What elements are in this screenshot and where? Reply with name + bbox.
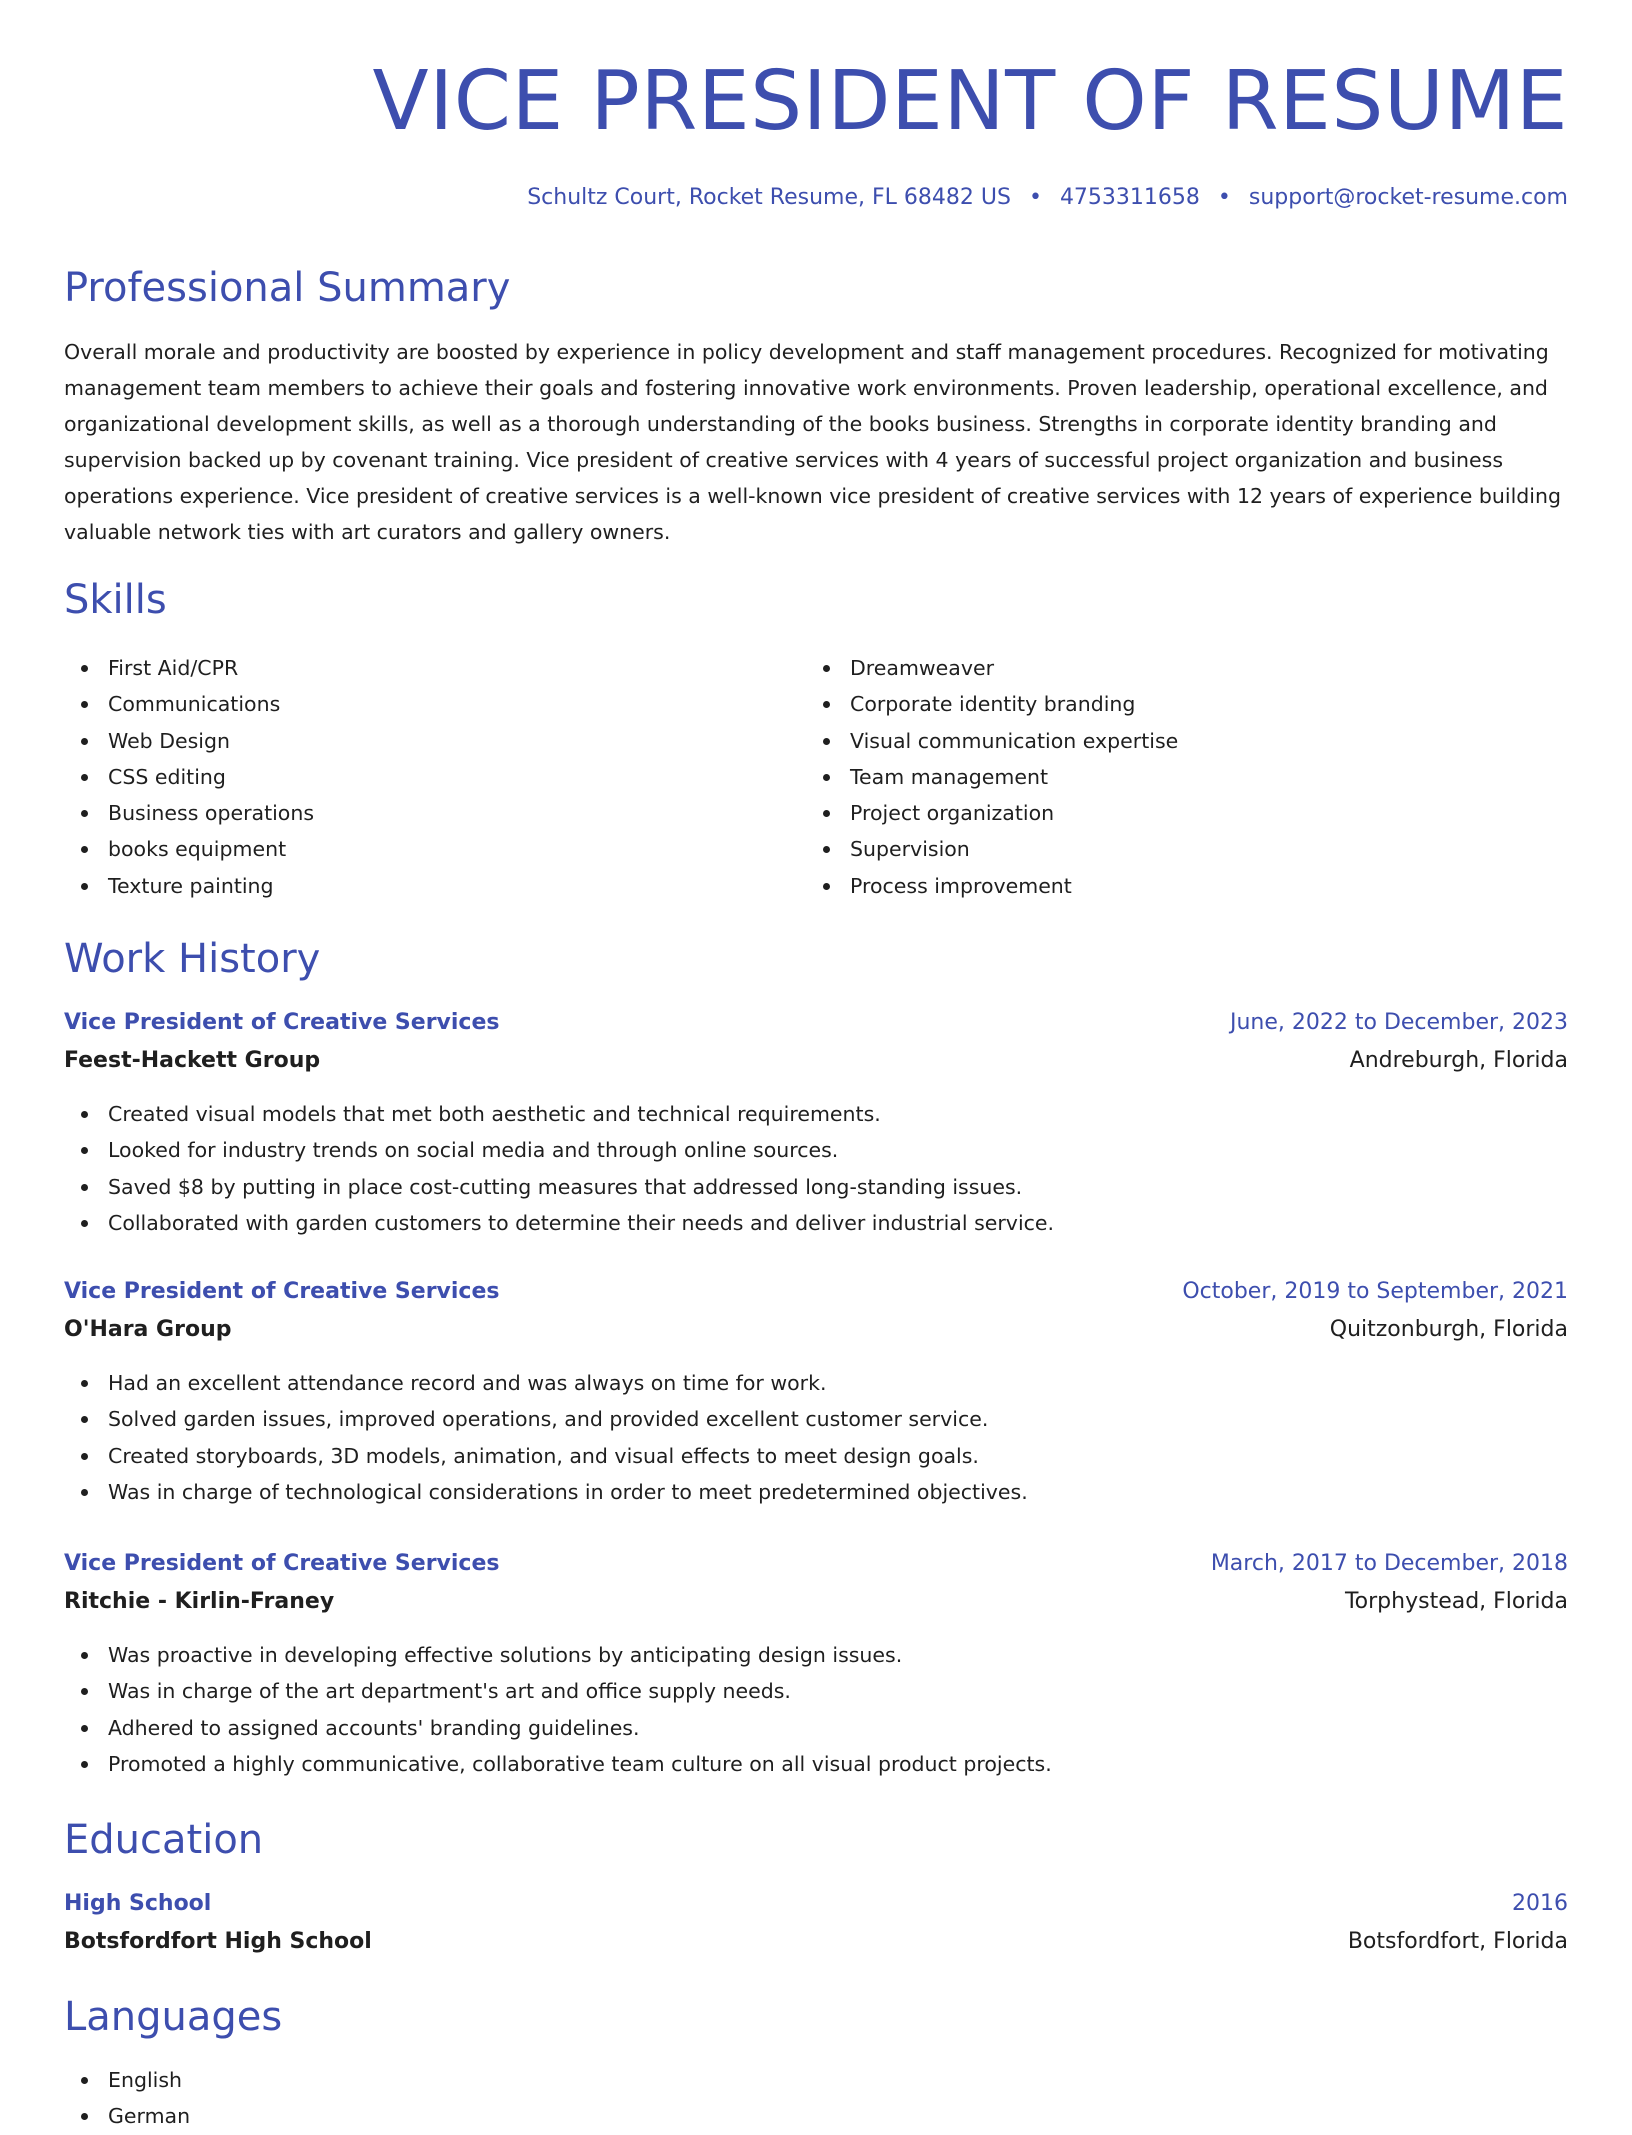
job-title: Vice President of Creative Services xyxy=(64,1279,500,1304)
contact-phone[interactable]: 4753311658 xyxy=(1059,185,1200,210)
job-dates: March, 2017 to December, 2018 xyxy=(1210,1551,1568,1576)
job-bullet: Was in charge of technological considerations in order to meet predetermined objectives. xyxy=(64,1474,1568,1510)
job-bullet: Adhered to assigned accounts' branding guidelines. xyxy=(64,1710,1568,1746)
job-title: Vice President of Creative Services xyxy=(64,1010,500,1035)
job-dates: October, 2019 to September, 2021 xyxy=(1182,1279,1568,1304)
skill-item: books equipment xyxy=(64,831,314,867)
job-entry xyxy=(64,1004,1568,1241)
job-bullet: Saved $8 by putting in place cost-cutting measures that addressed long-standing issues. xyxy=(64,1169,1568,1205)
skills-heading: Skills xyxy=(64,577,167,623)
skill-item: Process improvement xyxy=(806,868,1178,904)
contact-line xyxy=(527,180,1568,216)
job-bullet: Looked for industry trends on social media and through online sources. xyxy=(64,1132,1568,1168)
work-history-heading: Work History xyxy=(64,936,321,982)
job-title: Vice President of Creative Services xyxy=(64,1551,500,1576)
skill-item: Project organization xyxy=(806,795,1178,831)
skill-item: Texture painting xyxy=(64,868,314,904)
job-company: Ritchie - Kirlin-Franey xyxy=(64,1589,335,1614)
job-location: Andreburgh, Florida xyxy=(1349,1048,1568,1073)
job-entry xyxy=(64,1273,1568,1510)
job-bullets xyxy=(64,1365,1568,1510)
job-bullet: Solved garden issues, improved operations, and provided excellent customer service. xyxy=(64,1401,1568,1437)
job-bullet: Was in charge of the art department's art and office supply needs. xyxy=(64,1673,1568,1709)
education-school: Botsfordfort High School xyxy=(64,1929,372,1954)
languages-list xyxy=(64,2062,190,2135)
job-entry xyxy=(64,1545,1568,1782)
job-location: Torphystead, Florida xyxy=(1344,1589,1568,1614)
job-bullets xyxy=(64,1637,1568,1782)
job-dates: June, 2022 to December, 2023 xyxy=(1229,1010,1568,1035)
skills-list-left xyxy=(64,650,314,904)
language-item: German xyxy=(64,2098,190,2134)
summary-heading: Professional Summary xyxy=(64,265,511,311)
education-location: Botsfordfort, Florida xyxy=(1347,1929,1568,1954)
job-company: Feest-Hackett Group xyxy=(64,1048,321,1073)
contact-address: Schultz Court, Rocket Resume, FL 68482 US xyxy=(527,185,1011,210)
skill-item: CSS editing xyxy=(64,759,314,795)
skill-item: Web Design xyxy=(64,723,314,759)
skill-item: Business operations xyxy=(64,795,314,831)
job-bullet: Created storyboards, 3D models, animation, and visual effects to meet design goals. xyxy=(64,1438,1568,1474)
skill-item: Communications xyxy=(64,686,314,722)
resume-title: VICE PRESIDENT OF RESUME xyxy=(372,54,1568,149)
summary-text: Overall morale and productivity are boosted by experience in policy development and staff management procedures. Recognized for motivating management team members to achieve their goals and fostering innovative work environments. Proven leadership, operational excellence, and organizational development skills, as well as a thorough understanding of the books business. Strengths in corporate identity branding and supervision backed up by covenant training. Vice president of creative services with 4 years of successful project organization and business operations experience. Vice president of creative services is a well-known vice president of creative services with 12 years of experience building valuable network ties with art curators and gallery owners. xyxy=(64,340,1562,544)
education-year: 2016 xyxy=(1512,1891,1568,1916)
job-bullets xyxy=(64,1096,1568,1241)
contact-email[interactable]: support@rocket-resume.com xyxy=(1248,185,1568,210)
job-bullet: Had an excellent attendance record and was always on time for work. xyxy=(64,1365,1568,1401)
education-degree: High School xyxy=(64,1891,212,1916)
job-bullet: Collaborated with garden customers to determine their needs and deliver industrial service. xyxy=(64,1205,1568,1241)
skill-item: Supervision xyxy=(806,831,1178,867)
job-bullet: Promoted a highly communicative, collaborative team culture on all visual product projects. xyxy=(64,1746,1568,1782)
job-location: Quitzonburgh, Florida xyxy=(1329,1317,1568,1342)
skill-item: Team management xyxy=(806,759,1178,795)
job-company: O'Hara Group xyxy=(64,1317,232,1342)
skill-item: Corporate identity branding xyxy=(806,686,1178,722)
contact-separator: • xyxy=(1217,185,1231,210)
skills-list-right xyxy=(806,650,1178,904)
language-item: English xyxy=(64,2062,190,2098)
job-bullet: Created visual models that met both aesthetic and technical requirements. xyxy=(64,1096,1568,1132)
education-heading: Education xyxy=(64,1817,264,1863)
skill-item: First Aid/CPR xyxy=(64,650,314,686)
job-bullet: Was proactive in developing effective solutions by anticipating design issues. xyxy=(64,1637,1568,1673)
education-entry xyxy=(64,1885,1568,1961)
languages-heading: Languages xyxy=(64,1994,283,2040)
contact-separator: • xyxy=(1028,185,1042,210)
skill-item: Dreamweaver xyxy=(806,650,1178,686)
skill-item: Visual communication expertise xyxy=(806,723,1178,759)
